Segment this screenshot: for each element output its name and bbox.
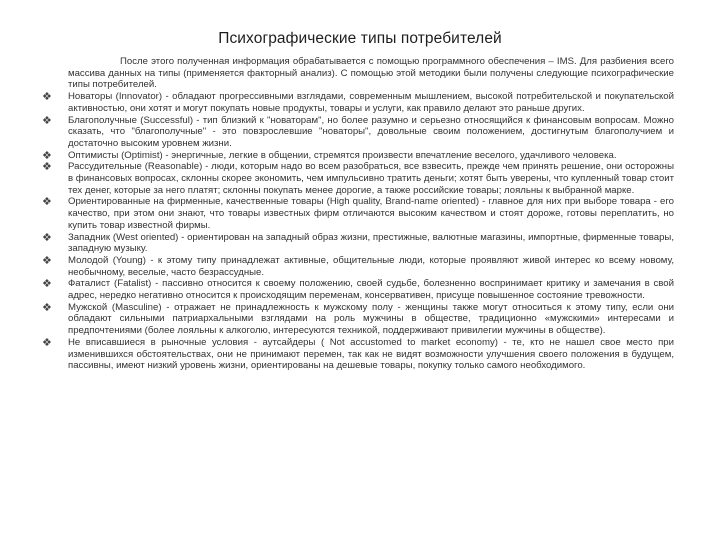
list-item [40, 337, 674, 372]
list-item [40, 255, 674, 278]
document-body [40, 56, 674, 372]
page-title: Психографические типы потребителей [218, 30, 502, 47]
list-item-text: Не вписавшиеся в рыночные условия - аутсайдеры ( Not accustomed to market economy) - те, кто не нашел свое место при изменившихся обстоятельствах, они не принимают перемен, так как не видят возможности улучшения своего положения в будущем, пассивны, имеют низкий уровень жизни, ориентированы на дешевые товары, покупку только самого необходимого. [68, 336, 674, 372]
list-item-text: Оптимисты (Optimist) - энергичные, легкие в общении, стремятся произвести впечатление веселого, удачливого человека. [68, 149, 617, 161]
list-item [40, 150, 674, 162]
list-item-text: Ориентированные на фирменные, качественные товары (High quality, Brand-name oriented) - главное для них при выборе товара - его качество, при этом они знают, что товары известных фирм отличаются высоким качеством и стоят дороже, готовы переплатить, но купить товар известной фирмы. [68, 196, 674, 231]
list-item-text: Новаторы (Innovator) - обладают прогрессивными взглядами, современным мышлением, высокой потребительской и покупательской активностью, они хотят и могут покупать новые продукты, товары и услуги, как правило делают это раньше других. [68, 91, 674, 114]
list-item [40, 232, 674, 255]
list-item-text: Фаталист (Fatalist) - пассивно относится к своему положению, своей судьбе, болезненно воспринимает критику и замечания в свой адрес, нередко негативно относится к происходящим переменам, консервативен, присуще повышенное состояние тревожности. [68, 278, 674, 302]
diamond-bullet-icon: ❖ [42, 161, 52, 174]
list-item-text: Благополучные (Successful) - тип близкий к "новаторам", но более разумно и серьезно относящийся к финансовым вопросам. Можно сказать, что "благополучные" - это повзрослевшие "новаторы", довольные своим положением, достигнутым благополучием и достаточно высоким уровнем жизни. [68, 114, 674, 149]
list-item [40, 91, 674, 114]
list-item [40, 115, 674, 150]
list-item [40, 196, 674, 231]
list-item [40, 161, 674, 196]
diamond-bullet-icon: ❖ [42, 301, 52, 314]
diamond-bullet-icon: ❖ [42, 149, 52, 162]
diamond-bullet-icon: ❖ [42, 254, 52, 267]
list-item-text: Рассудительные (Reasonable) - люди, которым надо во всем разобраться, все взвесить, прежде чем принять решение, они осторожны в финансовых вопросах, склонны скорее экономить, чем импульсивно тратить деньги; хотят быть уверены, что купленный товар стоит тех денег, которые за него платят; склонны покупать менее дорогие, а также российские товары; лояльны к выбранной марке. [68, 161, 674, 196]
list-item [40, 278, 674, 301]
diamond-bullet-icon: ❖ [42, 278, 52, 291]
list-item-text: Мужской (Masculine) - отражает не принадлежность к мужскому полу - женщины также могут относиться к этому типу, если они обладают сильными патриархальными взглядами на роль мужчины в обществе, традиционно «мужскими» интересами и предпочтениями (более лояльны к алкоголю, интересуются техникой, поддерживают привилегии мужчины в обществе). [68, 301, 674, 337]
list-item-text: Молодой (Young) - к этому типу принадлежат активные, общительные люди, которые проявляют живой интерес ко всему новому, необычному, веселые, часто безрассудные. [68, 254, 674, 278]
diamond-bullet-icon: ❖ [42, 336, 52, 349]
diamond-bullet-icon: ❖ [42, 91, 52, 104]
intro-paragraph: После этого полученная информация обрабатывается с помощью программного обеспечения – IMS. Для разбиения всего массива данных на типы (применяется факторный анализ). С помощью этой методики были получены следующие психографические типы потребителей. [68, 56, 674, 91]
diamond-bullet-icon: ❖ [42, 114, 52, 127]
diamond-bullet-icon: ❖ [42, 196, 52, 209]
list-item [40, 302, 674, 337]
consumer-types-list [40, 91, 674, 372]
diamond-bullet-icon: ❖ [42, 231, 52, 244]
list-item-text: Западник (West oriented) - ориентирован на западный образ жизни, престижные, валютные магазины, импортные, фирменные товары, западную музыку. [68, 231, 674, 255]
